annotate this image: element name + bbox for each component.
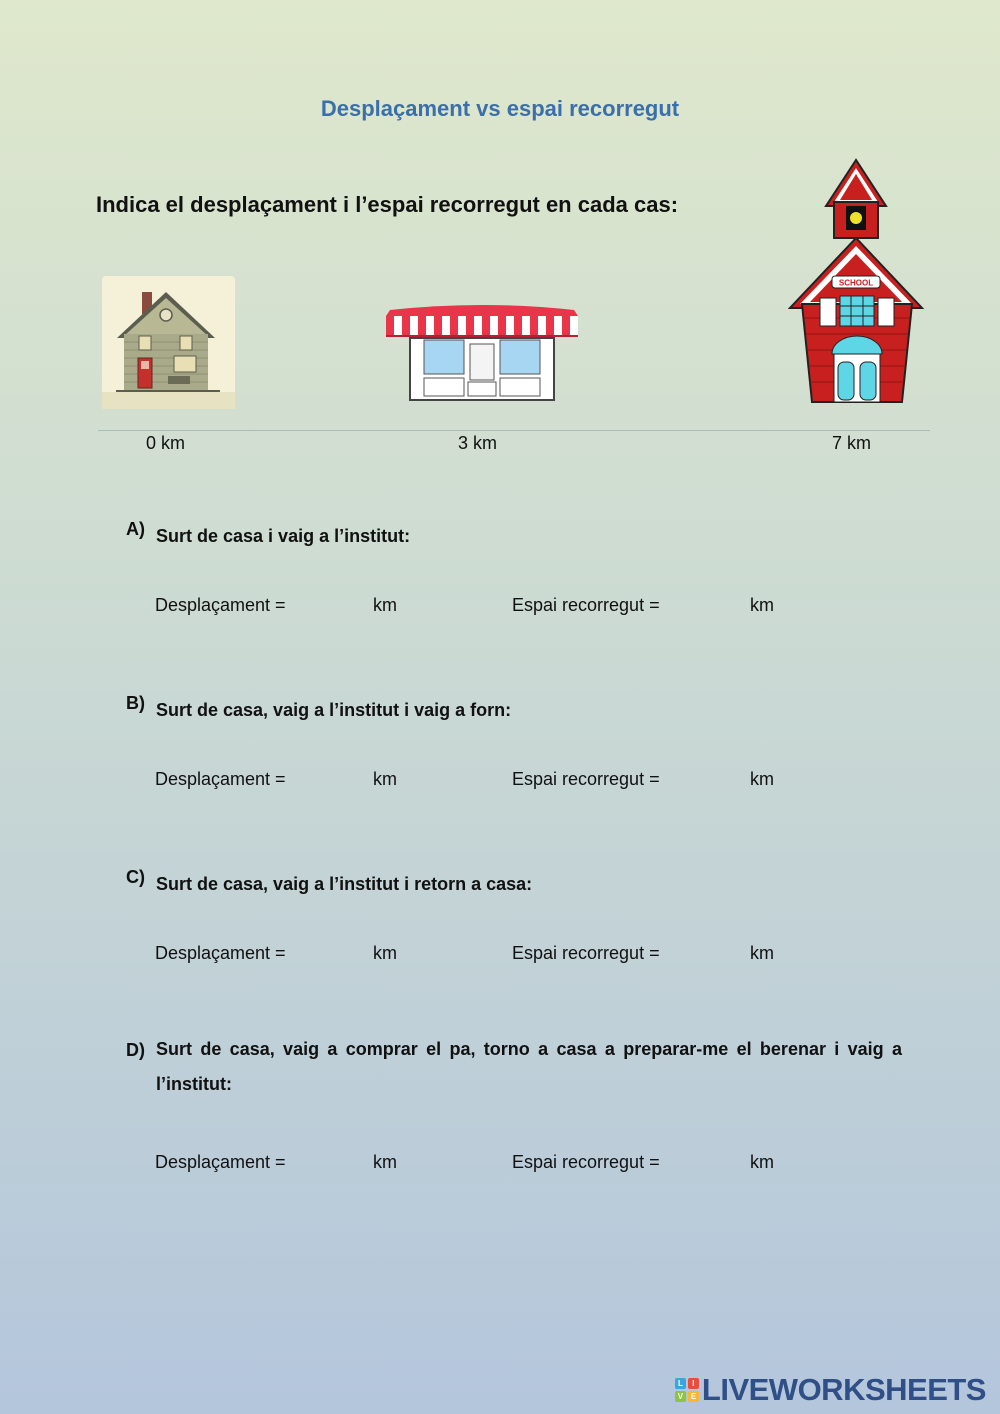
question-text-c: Surt de casa, vaig a l’institut i retorn a casa: bbox=[156, 874, 533, 894]
instruction-text: Indica el desplaçament i l’espai recorregut en cada cas: bbox=[96, 192, 679, 217]
question-text-a: Surt de casa i vaig a l’institut: bbox=[156, 526, 411, 546]
distance-label-d: Espai recorregut = bbox=[512, 1152, 660, 1172]
house-icon bbox=[102, 276, 235, 409]
question-label-c: C) bbox=[126, 867, 145, 887]
liveworksheets-logo bbox=[675, 1372, 986, 1408]
school-icon bbox=[788, 158, 926, 408]
position-label-house: 0 km bbox=[146, 433, 186, 453]
distance-unit-d: km bbox=[750, 1152, 774, 1172]
displacement-unit-b: km bbox=[373, 769, 397, 789]
question-text-b: Surt de casa, vaig a l’institut i vaig a forn: bbox=[156, 700, 512, 720]
displacement-unit-a: km bbox=[373, 595, 397, 615]
displacement-unit-d: km bbox=[373, 1152, 397, 1172]
distance-label-c: Espai recorregut = bbox=[512, 943, 660, 963]
displacement-label-a: Desplaçament = bbox=[155, 595, 286, 615]
question-label-b: B) bbox=[126, 693, 145, 713]
page-title: Desplaçament vs espai recorregut bbox=[320, 96, 680, 121]
shop-icon bbox=[384, 300, 580, 404]
distance-label-b: Espai recorregut = bbox=[512, 769, 660, 789]
distance-unit-c: km bbox=[750, 943, 774, 963]
question-label-d: D) bbox=[126, 1040, 145, 1060]
logo-icon: L I V E bbox=[675, 1378, 699, 1402]
displacement-label-c: Desplaçament = bbox=[155, 943, 286, 963]
position-label-school: 7 km bbox=[832, 433, 872, 453]
distance-unit-b: km bbox=[750, 769, 774, 789]
question-text-d: Surt de casa, vaig a comprar el pa, torno a casa a preparar-me el berenar i vaig a l’institut: bbox=[156, 1039, 902, 1094]
logo-text: LIVEWORKSHEETS bbox=[701, 1372, 986, 1407]
question-label-a: A) bbox=[126, 519, 145, 539]
displacement-label-b: Desplaçament = bbox=[155, 769, 286, 789]
displacement-label-d: Desplaçament = bbox=[155, 1152, 286, 1172]
number-line bbox=[98, 430, 930, 431]
position-label-shop: 3 km bbox=[458, 433, 498, 453]
distance-unit-a: km bbox=[750, 595, 774, 615]
distance-label-a: Espai recorregut = bbox=[512, 595, 660, 615]
displacement-unit-c: km bbox=[373, 943, 397, 963]
svg-text:SCHOOL: SCHOOL bbox=[838, 278, 874, 288]
